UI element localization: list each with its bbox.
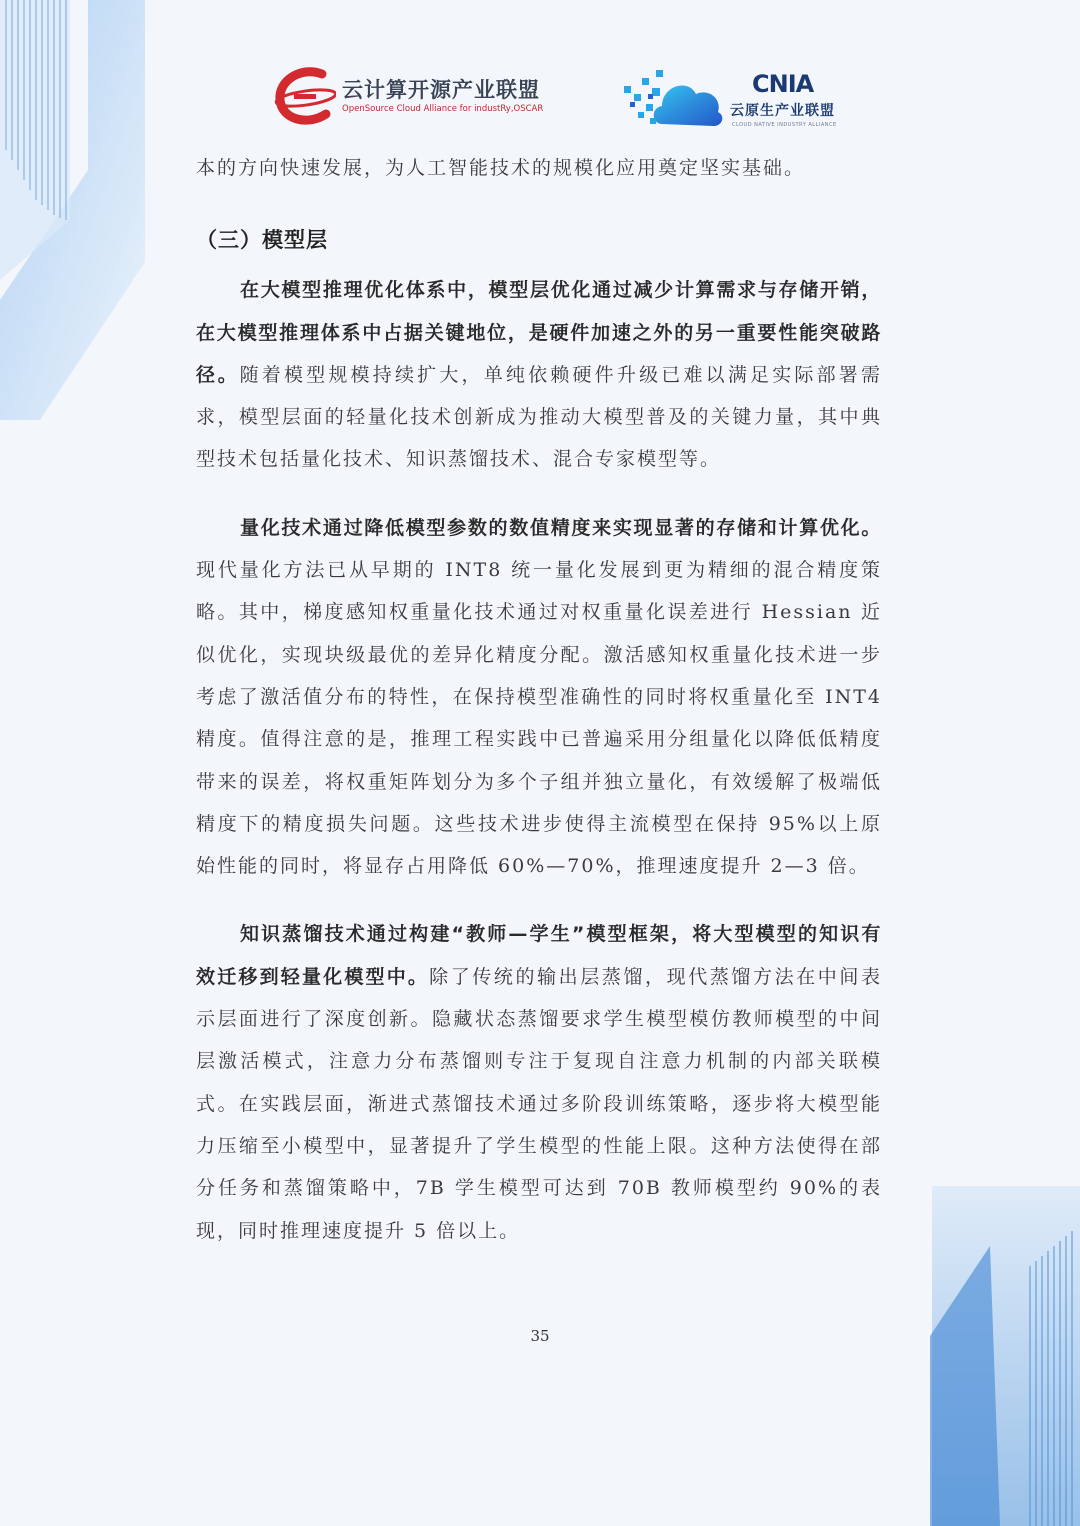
cnia-logo-abbr: CNIA: [752, 70, 814, 98]
paragraph-lead-bold: 量化技术通过降低模型参数的数值精度来实现显著的存储和计算优化。: [240, 516, 882, 539]
cnia-logo: [622, 64, 852, 134]
paragraph-lead-bold: 知识蒸馏技术通过构建“教师—学生”模型框架，将大型模型的知识有效迁移到轻量化模型中。: [196, 923, 882, 988]
oscar-logo-tagline: OpenSource Cloud Alliance for industRy,OSCAR: [342, 104, 544, 114]
lead-paragraph: 本的方向快速发展，为人工智能技术的规模化应用奠定坚实基础。: [196, 157, 806, 179]
paragraph-text: 随着模型规模持续扩大，单纯依赖硬件升级已难以满足实际部署需求，模型层面的轻量化技术创新成为推动大模型普及的关键力量，其中典型技术包括量化技术、知识蒸馏技术、混合专家模型等。: [196, 363, 882, 471]
paragraph-text: 现代量化方法已从早期的 INT8 统一量化发展到更为精细的混合精度策略。其中，梯度感知权重量化技术通过对权重量化误差进行 Hessian 近似优化，实现块级最优的差异化精度分配。激活感知权重量化技术进一步考虑了激活值分布的特性，在保持模型准确性的同时将权重量化至 INT4 精度。值得注意的是，推理工程实践中已普遍采用分组量化以降低低精度带来的误差，将权重矩阵划分为多个子组并独立量化，有效缓解了极端低精度下的精度损失问题。这些技术进步使得主流模型在保持 95%以上原始性能的同时，将显存占用降低 60%—70%，推理速度提升 2—3 倍。: [196, 559, 882, 878]
paragraph-distillation: [196, 913, 882, 1251]
bottom-right-decoration: [920, 1186, 1080, 1526]
page-number: 35: [530, 1327, 550, 1345]
paragraph-text: 除了传统的输出层蒸馏，现代蒸馏方法在中间表示层面进行了深度创新。隐藏状态蒸馏要求学生模型模仿教师模型的中间层激活模式，注意力分布蒸馏则专注于复现自注意力机制的内部关联模式。在实践层面，渐进式蒸馏技术通过多阶段训练策略，逐步将大模型能力压缩至小模型中，显著提升了学生模型的性能上限。这种方法使得在部分任务和蒸馏策略中，7B 学生模型可达到 70B 教师模型约 90%的表现，同时推理速度提升 5 倍以上。: [196, 965, 882, 1242]
cloud-pixel-icon: [622, 64, 726, 132]
page-header: [0, 58, 1080, 138]
oscar-emblem-icon: [272, 64, 336, 128]
cnia-logo-name: 云原生产业联盟: [730, 103, 835, 119]
paragraph-model-layer: [196, 269, 882, 480]
oscar-logo: [272, 64, 552, 128]
document-body: [196, 147, 882, 1278]
cnia-logo-tagline: CLOUD NATIVE INDUSTRY ALLIANCE: [732, 122, 837, 128]
paragraph-lead-bold: 在大模型推理优化体系中，模型层优化通过减少计算需求与存储开销，在大模型推理体系中占据关键地位，是硬件加速之外的另一重要性能突破路径。: [196, 279, 882, 386]
oscar-logo-name: 云计算开源产业联盟: [342, 78, 540, 102]
paragraph-quantization: [196, 507, 882, 888]
section-title: （三）模型层: [196, 228, 328, 253]
